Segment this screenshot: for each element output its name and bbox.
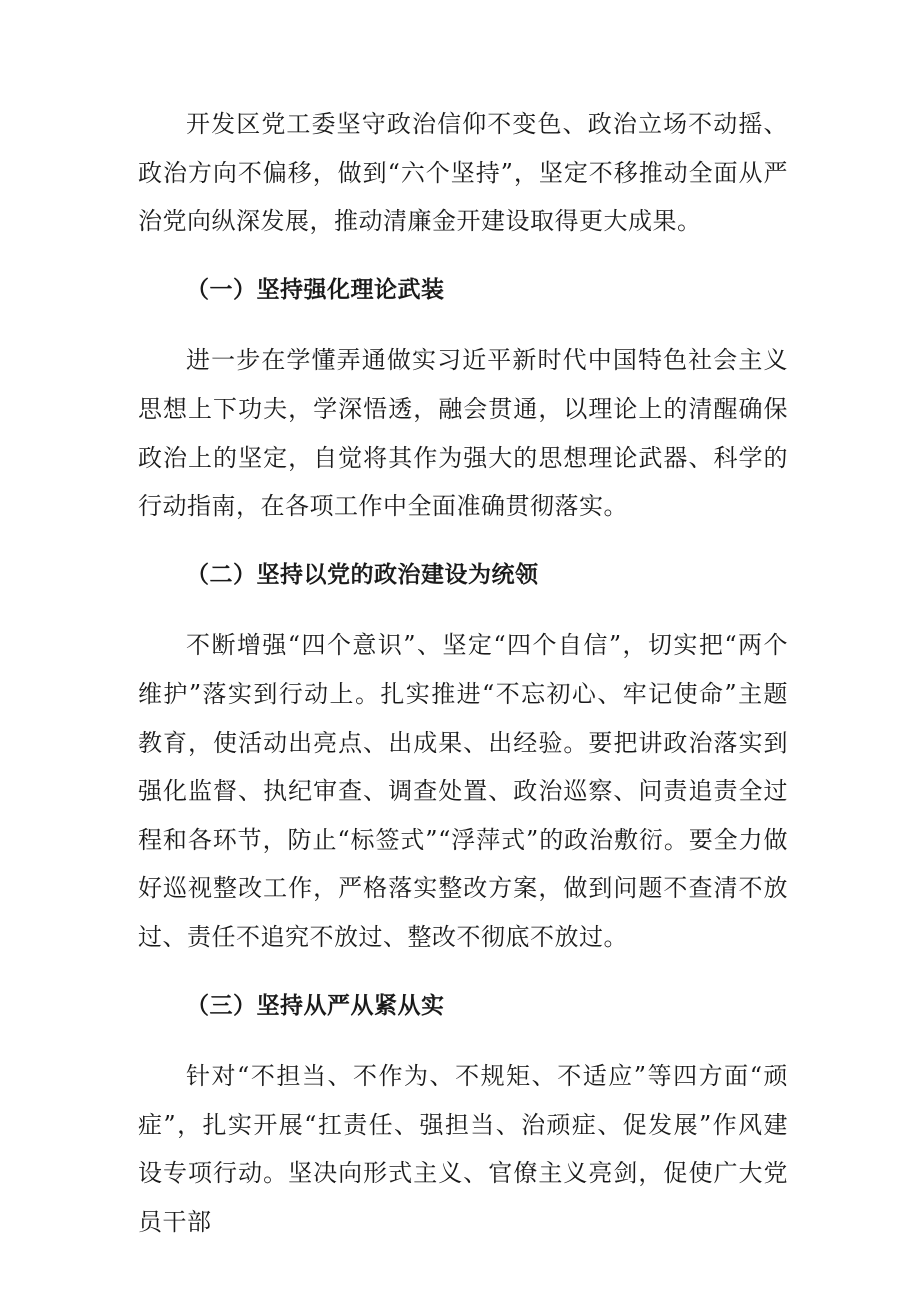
section-heading-2: （二）坚持以党的政治建设为统领 — [186, 561, 539, 588]
section-heading-1: （一）坚持强化理论武装 — [186, 276, 445, 303]
section-heading-3: （三）坚持从严从紧从实 — [186, 992, 445, 1019]
section-body-1: 进一步在学懂弄通做实习近平新时代中国特色社会主义思想上下功夫，学深悟透，融会贯通，以理论上的清醒确保政治上的坚定，自觉将其作为强大的思想理论武器、科学的行动指南，在各项工作中全面准确贯彻落实。 — [138, 346, 788, 521]
section-body-2: 不断增强“四个意识”、坚定“四个自信”，切实把“两个维护”落实到行动上。扎实推进“不忘初心、牢记使命”主题教育，使活动出亮点、出成果、出经验。要把讲政治落实到强化监督、执纪审查、调查处置、政治巡察、问责追责全过程和各环节，防止“标签式”“浮萍式”的政治敷衍。要全力做好巡视整改工作，严格落实整改方案，做到问题不查清不放过、责任不追究不放过、整改不彻底不放过。 — [138, 631, 788, 951]
intro-paragraph: 开发区党工委坚守政治信仰不变色、政治立场不动摇、政治方向不偏移，做到“六个坚持”，坚定不移推动全面从严治党向纵深发展，推动清廉金开建设取得更大成果。 — [138, 110, 788, 236]
section-body-3: 针对“不担当、不作为、不规矩、不适应”等四方面“顽症”，扎实开展“扛责任、强担当、治顽症、促发展”作风建设专项行动。坚决向形式主义、官僚主义亮剑，促使广大党员干部 — [138, 1062, 788, 1236]
document-body — [138, 100, 788, 1246]
